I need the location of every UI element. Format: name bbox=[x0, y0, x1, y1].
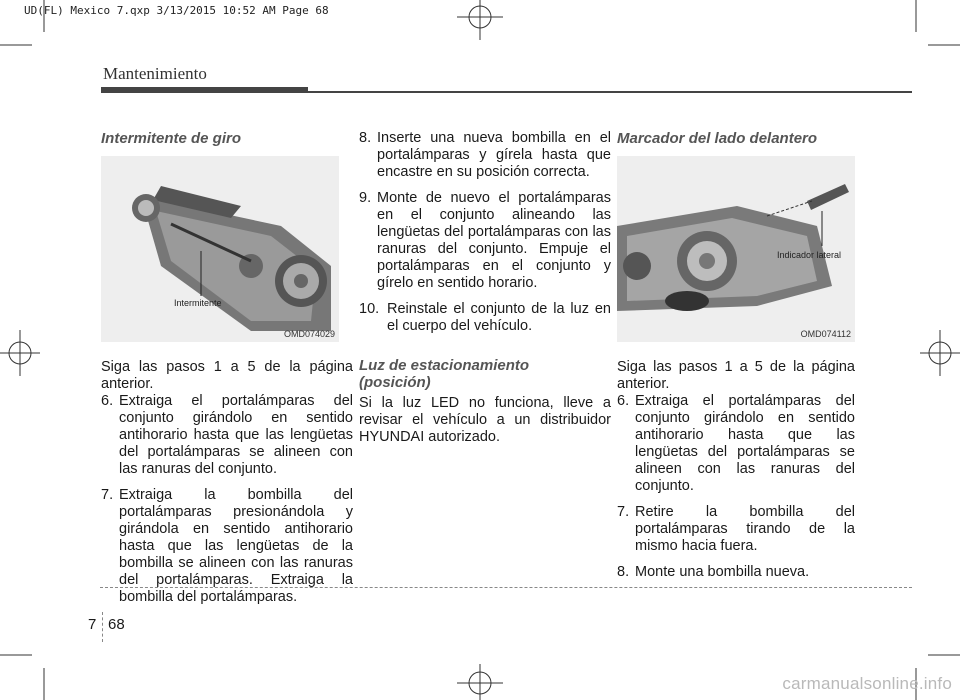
figure-code: OMD074112 bbox=[800, 329, 851, 339]
side-marker-illustration-icon bbox=[617, 156, 855, 342]
column-middle bbox=[359, 130, 611, 446]
footer-rule bbox=[100, 587, 912, 588]
parking-light-text: Si la luz LED no funciona, lleve a revisar el vehículo a un distribuidor HYUNDAI autorizado. bbox=[359, 395, 611, 445]
list-item: 8. Monte una bombilla nueva. bbox=[617, 564, 810, 580]
figure-code: OMD074029 bbox=[283, 329, 335, 339]
header-tab-bar bbox=[101, 87, 308, 93]
page-number: 68 bbox=[108, 616, 125, 633]
heading-turn-signal: Intermitente de giro bbox=[101, 130, 242, 147]
figure-label: Intermitente bbox=[174, 298, 222, 308]
watermark: carmanualsonline.info bbox=[782, 674, 952, 693]
list-item: 9. Monte de nuevo el portalámparas en el conjunto alineando las lengüetas del portalámparas con las ranuras del conjunto. Empuje el portalámparas en el conjunto y gírelo en sentido horario. bbox=[359, 190, 611, 291]
print-slug: UD(FL) Mexico 7.qxp 3/13/2015 10:52 AM Page 68 bbox=[24, 4, 329, 17]
headlamp-illustration-icon bbox=[101, 156, 339, 342]
list-item: 10. Reinstale el conjunto de la luz en el cuerpo del vehículo. bbox=[359, 301, 611, 334]
heading-side-marker: Marcador del lado delantero bbox=[617, 130, 818, 147]
figure-turn-signal bbox=[101, 156, 339, 342]
figure-side-marker bbox=[617, 156, 855, 342]
intro-text: Siga las pasos 1 a 5 de la página anterior. bbox=[617, 359, 855, 392]
list-item: 6. Extraiga el portalámparas del conjunto girándolo en sentido antihorario hasta que las lengüetas del portalámparas se alineen con las ranuras del conjunto. bbox=[617, 393, 855, 494]
list-item: 7. Extraiga la bombilla del portalámparas presionándola y girándola en sentido antihorario hasta que las lengüetas de la bombilla se alineen con las ranuras del portalámparas. Extraiga la bombilla del portalámparas. bbox=[101, 487, 353, 605]
section-title: Mantenimiento bbox=[103, 64, 207, 83]
intro-text: Siga las pasos 1 a 5 de la página anterior. bbox=[101, 359, 353, 392]
footer-separator bbox=[102, 612, 104, 642]
list-item: 8. Inserte una nueva bombilla en el portalámparas y gírela hasta que encastre en su posición correcta. bbox=[359, 130, 611, 180]
list-item: 6. Extraiga el portalámparas del conjunto girándolo en sentido antihorario hasta que las lengüetas del portalámparas se alineen con las ranuras del conjunto. bbox=[101, 393, 353, 477]
figure-label: Indicador lateral bbox=[777, 250, 842, 260]
list-item: 7. Retire la bombilla del portalámparas tirando de la mismo hacia fuera. bbox=[617, 504, 855, 554]
chapter-number: 7 bbox=[88, 616, 97, 633]
heading-parking-light: Luz de estacionamiento (posición) bbox=[359, 357, 530, 391]
